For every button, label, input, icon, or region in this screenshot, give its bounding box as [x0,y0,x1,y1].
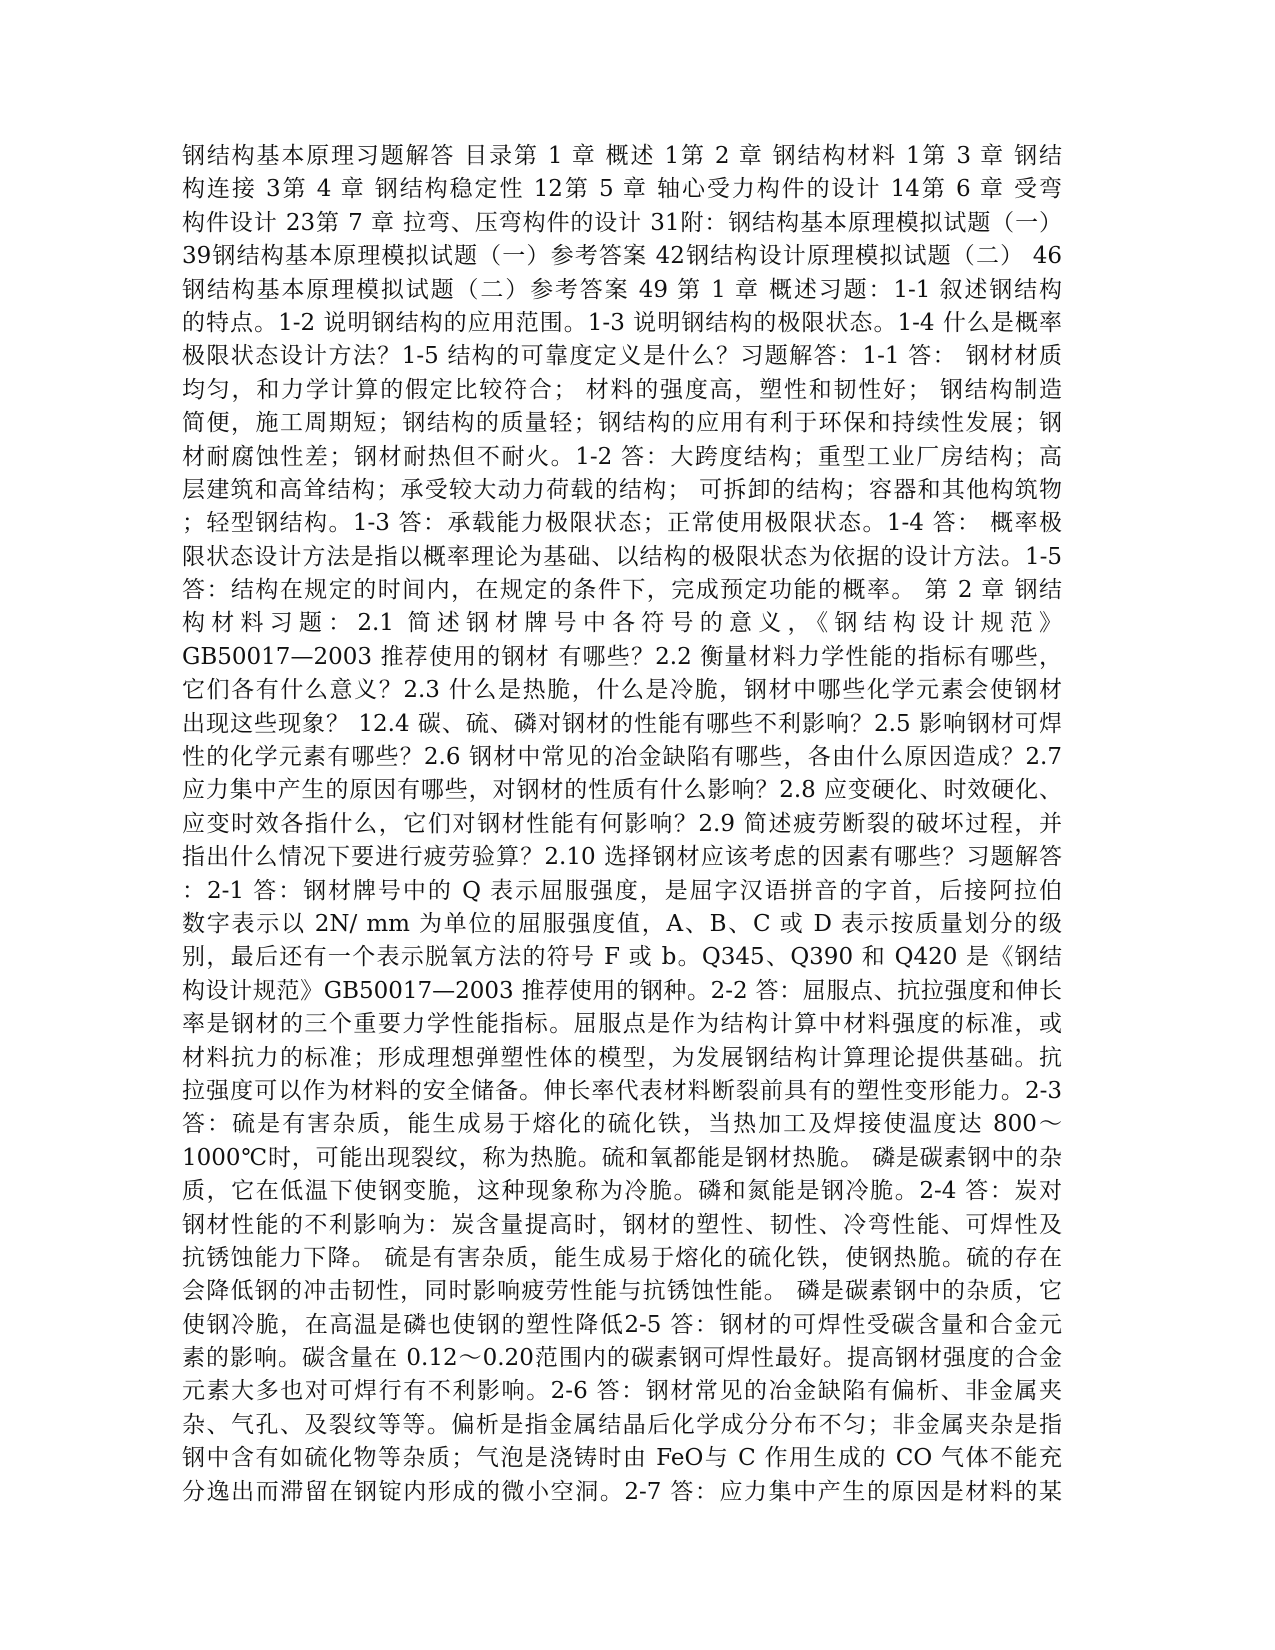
text-line: GB50017—2003 推荐使用的钢材 有哪些？2.2 衡量材料力学性能的指标有哪些， [182,643,1062,670]
text-line: 它们各有什么意义？2.3 什么是热脆，什么是冷脆，钢材中哪些化学元素会使钢材 [182,677,1062,704]
text-line: 钢中含有如硫化物等杂质；气泡是浇铸时由 FeO与 C 作用生成的 CO 气体不能充 [182,1445,1062,1472]
text-line: 质，它在低温下使钢变脆，这种现象称为冷脆。磷和氮能是钢冷脆。2-4 答：炭对 [182,1178,1062,1205]
text-line: 素的影响。碳含量在 0.12～0.20范围内的碳素钢可焊性最好。提高钢材强度的合金 [182,1345,1062,1372]
text-line: 钢结构基本原理模拟试题（二）参考答案 49 第 1 章 概述习题：1-1 叙述钢结构 [182,276,1062,303]
text-line: ；轻型钢结构。1-3 答：承载能力极限状态；正常使用极限状态。1-4 答： 概率极 [182,510,1062,537]
text-line: 应变时效各指什么，它们对钢材性能有何影响？2.9 简述疲劳断裂的破坏过程，并 [182,810,1062,837]
text-line: 使钢冷脆，在高温是磷也使钢的塑性降低2-5 答：钢材的可焊性受碳含量和合金元 [182,1311,1062,1338]
text-line: 极限状态设计方法？1-5 结构的可靠度定义是什么？习题解答：1-1 答： 钢材材质 [182,343,1062,370]
text-line: 分逸出而滞留在钢锭内形成的微小空洞。2-7 答：应力集中产生的原因是材料的某 [182,1478,1062,1505]
document-page [182,140,1062,1509]
text-line: 应力集中产生的原因有哪些，对钢材的性质有什么影响？2.8 应变硬化、时效硬化、 [182,777,1062,804]
text-line: 钢材性能的不利影响为：炭含量提高时，钢材的塑性、韧性、冷弯性能、可焊性及 [182,1211,1062,1238]
text-line: 层建筑和高耸结构；承受较大动力荷载的结构； 可拆卸的结构；容器和其他构筑物 [182,476,1062,503]
text-line: 构材料习题：2.1 简述钢材牌号中各符号的意义，《钢结构设计规范》 [182,610,1062,637]
text-line: ：2-1 答：钢材牌号中的 Q 表示屈服强度，是屈字汉语拼音的字首，后接阿拉伯 [182,877,1062,904]
text-line: 出现这些现象？ 12.4 碳、硫、磷对钢材的性能有哪些不利影响？2.5 影响钢材可焊 [182,710,1062,737]
text-line: 构设计规范》GB50017—2003 推荐使用的钢种。2-2 答：屈服点、抗拉强度和伸长 [182,977,1062,1004]
text-line: 39钢结构基本原理模拟试题（一）参考答案 42钢结构设计原理模拟试题（二） 46 [182,243,1062,270]
text-line: 钢结构基本原理习题解答 目录第 1 章 概述 1第 2 章 钢结构材料 1第 3 章 钢结 [182,143,1062,169]
text-line: 构连接 3第 4 章 钢结构稳定性 12第 5 章 轴心受力构件的设计 14第 6 章 受弯 [182,176,1062,203]
text-line: 简便，施工周期短；钢结构的质量轻；钢结构的应用有利于环保和持续性发展；钢 [182,410,1062,437]
text-line: 指出什么情况下要进行疲劳验算？2.10 选择钢材应该考虑的因素有哪些？习题解答 [182,844,1062,871]
text-line: 答：硫是有害杂质，能生成易于熔化的硫化铁，当热加工及焊接使温度达 800～ [182,1111,1062,1138]
text-line: 率是钢材的三个重要力学性能指标。屈服点是作为结构计算中材料强度的标准，或 [182,1011,1062,1038]
text-line: 限状态设计方法是指以概率理论为基础、以结构的极限状态为依据的设计方法。1-5 [182,543,1062,570]
text-line: 均匀，和力学计算的假定比较符合； 材料的强度高，塑性和韧性好； 钢结构制造 [182,376,1062,403]
text-line: 会降低钢的冲击韧性，同时影响疲劳性能与抗锈蚀性能。 磷是碳素钢中的杂质，它 [182,1278,1062,1305]
text-line: 元素大多也对可焊行有不利影响。2-6 答：钢材常见的冶金缺陷有偏析、非金属夹 [182,1378,1062,1405]
text-line: 1000℃时，可能出现裂纹，称为热脆。硫和氧都能是钢材热脆。 磷是碳素钢中的杂 [182,1144,1062,1171]
text-line: 构件设计 23第 7 章 拉弯、压弯构件的设计 31附：钢结构基本原理模拟试题（一） [182,209,1062,236]
text-line: 抗锈蚀能力下降。 硫是有害杂质，能生成易于熔化的硫化铁，使钢热脆。硫的存在 [182,1244,1062,1271]
text-line: 拉强度可以作为材料的安全储备。伸长率代表材料断裂前具有的塑性变形能力。2-3 [182,1077,1062,1104]
text-line: 材料抗力的标准；形成理想弹塑性体的模型，为发展钢结构计算理论提供基础。抗 [182,1044,1062,1071]
text-line: 答：结构在规定的时间内，在规定的条件下，完成预定功能的概率。 第 2 章 钢结 [182,577,1062,604]
text-line: 材耐腐蚀性差；钢材耐热但不耐火。1-2 答：大跨度结构；重型工业厂房结构；高 [182,443,1062,470]
text-line: 别，最后还有一个表示脱氧方法的符号 F 或 b。Q345、Q390 和 Q420 是《钢结 [182,944,1062,971]
text-line: 数字表示以 2N/ mm 为单位的屈服强度值，A、B、C 或 D 表示按质量划分的级 [182,910,1062,937]
text-line: 性的化学元素有哪些？2.6 钢材中常见的冶金缺陷有哪些，各由什么原因造成？2.7 [182,744,1062,771]
text-line: 的特点。1-2 说明钢结构的应用范围。1-3 说明钢结构的极限状态。1-4 什么是概率 [182,309,1062,336]
text-line: 杂、气孔、及裂纹等等。偏析是指金属结晶后化学成分分布不匀；非金属夹杂是指 [182,1411,1062,1438]
